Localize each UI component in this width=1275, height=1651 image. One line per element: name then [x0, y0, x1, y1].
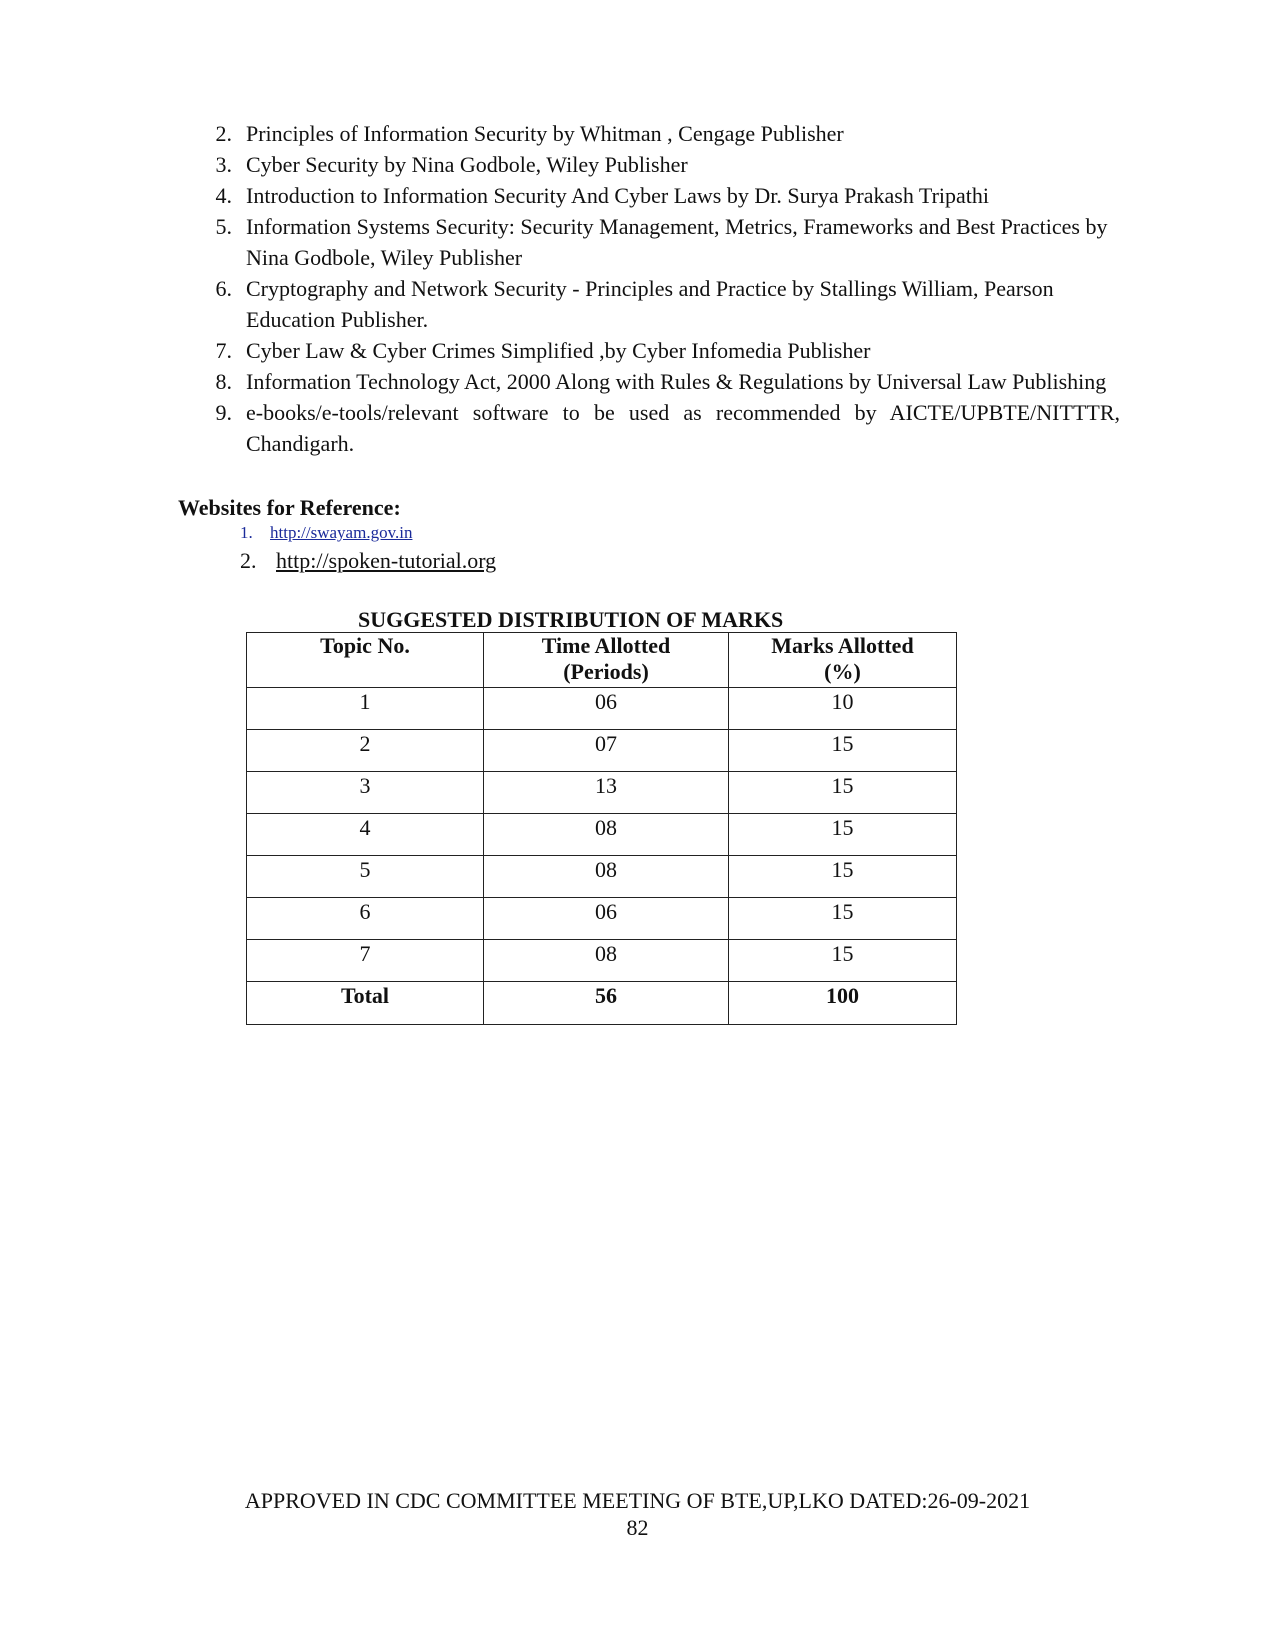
reference-number: 7.: [215, 338, 232, 363]
table-cell: 5: [247, 856, 484, 898]
table-cell: 6: [247, 898, 484, 940]
table-row: [247, 940, 957, 982]
table-cell: 7: [247, 940, 484, 982]
header-line: (%): [824, 659, 861, 684]
reference-text: Cyber Law & Cyber Crimes Simplified ,by Cyber Infomedia Publisher: [246, 338, 871, 363]
reference-item: [200, 366, 1120, 397]
table-cell: 08: [484, 940, 729, 982]
reference-book-list: [200, 118, 1120, 459]
table-row: [247, 772, 957, 814]
table-row: [247, 814, 957, 856]
reference-number: 8.: [215, 369, 232, 394]
reference-number: 9.: [215, 400, 232, 425]
reference-text: e-books/e-tools/relevant software to be used as recommended by AICTE/UPBTE/NITTTR, Chandigarh.: [246, 400, 1120, 456]
header-line: (Periods): [563, 659, 649, 684]
reference-text: Cryptography and Network Security - Principles and Practice by Stallings William, Pearson Education Publisher.: [246, 276, 1054, 332]
table-cell: 10: [729, 688, 957, 730]
reference-number: 2.: [215, 121, 232, 146]
website-item: [240, 546, 496, 576]
table-cell: 1: [247, 688, 484, 730]
reference-text: Introduction to Information Security And Cyber Laws by Dr. Surya Prakash Tripathi: [246, 183, 990, 208]
table-cell: 13: [484, 772, 729, 814]
page-number: 82: [626, 1515, 649, 1540]
table-cell: 08: [484, 814, 729, 856]
table-cell: 4: [247, 814, 484, 856]
website-number: 2.: [240, 548, 257, 573]
reference-item: [200, 118, 1120, 149]
marks-table-title: SUGGESTED DISTRIBUTION OF MARKS: [358, 607, 784, 632]
reference-item: [200, 273, 1120, 335]
reference-number: 3.: [215, 152, 232, 177]
reference-text: Cyber Security by Nina Godbole, Wiley Publisher: [246, 152, 688, 177]
reference-item: [200, 180, 1120, 211]
table-cell: 07: [484, 730, 729, 772]
header-time-allotted: [484, 633, 729, 688]
table-row: [247, 898, 957, 940]
reference-text: Information Systems Security: Security Management, Metrics, Frameworks and Best Practices by Nina Godbole, Wiley Publisher: [246, 214, 1108, 270]
table-cell: 15: [729, 940, 957, 982]
website-item: [240, 522, 412, 544]
website-link-spoken-tutorial[interactable]: http://spoken-tutorial.org: [276, 548, 497, 573]
reference-text: Information Technology Act, 2000 Along with Rules & Regulations by Universal Law Publishing: [246, 369, 1107, 394]
table-cell: 06: [484, 688, 729, 730]
table-row: [247, 688, 957, 730]
reference-item: [200, 211, 1120, 273]
website-link-swayam[interactable]: http://swayam.gov.in: [270, 523, 413, 542]
total-label-cell: Total: [247, 982, 484, 1025]
table-total-row: [247, 982, 957, 1025]
approval-footer: APPROVED IN CDC COMMITTEE MEETING OF BTE,UP,LKO DATED:26-09-2021: [244, 1488, 1031, 1513]
total-periods-cell: 56: [484, 982, 729, 1025]
table-cell: 2: [247, 730, 484, 772]
reference-number: 5.: [215, 214, 232, 239]
table-cell: 15: [729, 814, 957, 856]
reference-item: [200, 149, 1120, 180]
table-row: [247, 856, 957, 898]
header-line: Marks Allotted: [771, 633, 914, 658]
table-cell: 06: [484, 898, 729, 940]
header-marks-allotted: [729, 633, 957, 688]
table-cell: 15: [729, 772, 957, 814]
header-line: Time Allotted: [541, 633, 671, 658]
reference-item: [200, 397, 1120, 459]
header-topic-no: [247, 633, 484, 688]
reference-number: 4.: [215, 183, 232, 208]
table-cell: 15: [729, 856, 957, 898]
reference-number: 6.: [215, 276, 232, 301]
reference-text: Principles of Information Security by Whitman , Cengage Publisher: [246, 121, 844, 146]
reference-item: [200, 335, 1120, 366]
table-cell: 3: [247, 772, 484, 814]
table-cell: 15: [729, 730, 957, 772]
marks-distribution-table: [246, 632, 957, 1025]
websites-heading: Websites for Reference:: [178, 495, 401, 520]
header-line: Topic No.: [320, 633, 410, 658]
total-marks-cell: 100: [729, 982, 957, 1025]
table-header-row: [247, 633, 957, 688]
table-cell: 15: [729, 898, 957, 940]
website-number: 1.: [240, 523, 253, 542]
table-cell: 08: [484, 856, 729, 898]
table-row: [247, 730, 957, 772]
